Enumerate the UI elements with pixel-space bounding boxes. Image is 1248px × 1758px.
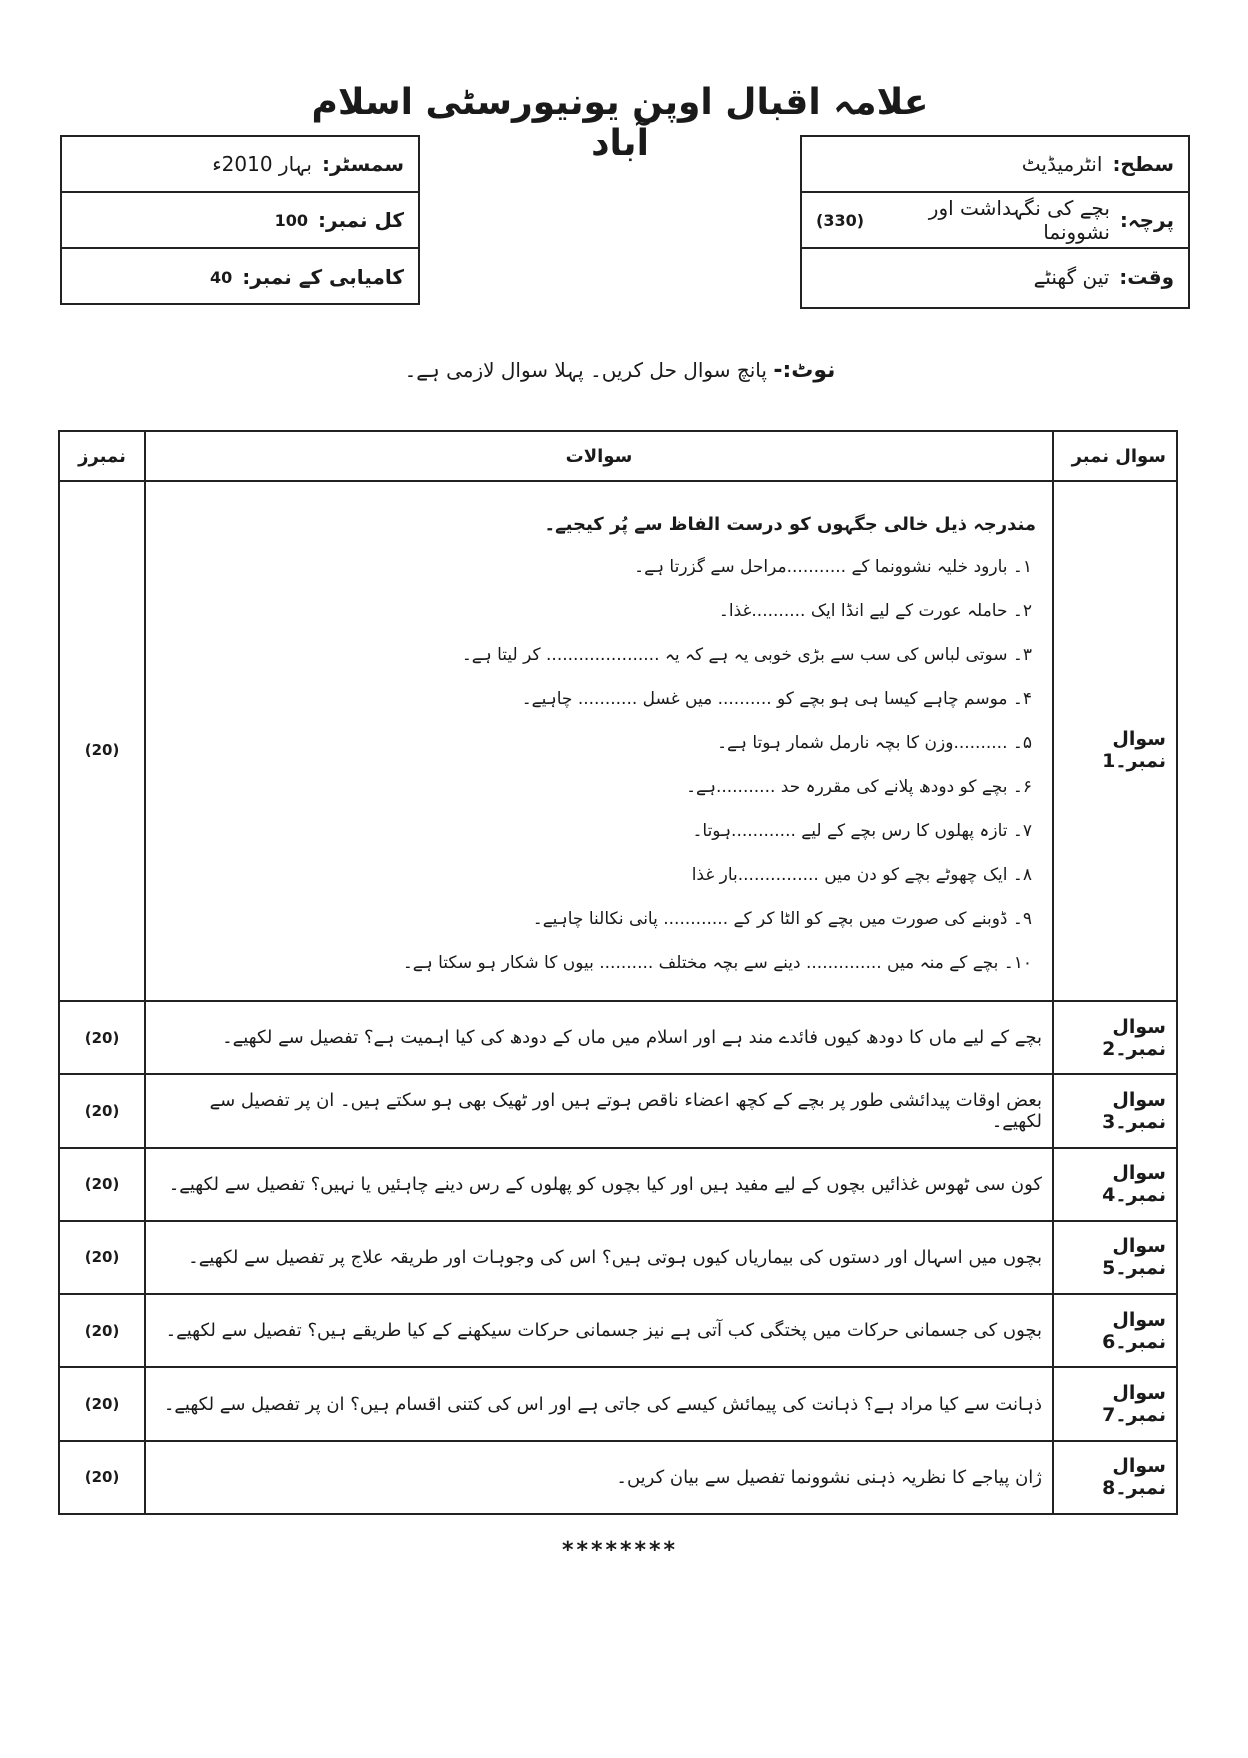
note-text: پانچ سوال حل کریں۔ پہلا سوال لازمی ہے۔ xyxy=(404,358,767,382)
question-1-number: سوال نمبر۔1 xyxy=(1053,481,1177,1001)
question-number: سوال نمبر۔4 xyxy=(1053,1148,1177,1221)
list-item: ۷۔ تازہ پھلوں کا رس بچے کے لیے ............ہوتا۔ xyxy=(692,820,1032,841)
questions-table xyxy=(58,430,1178,1515)
question-marks: (20) xyxy=(59,1294,145,1367)
table-row xyxy=(59,1221,1177,1294)
question-text: بچوں کی جسمانی حرکات میں پختگی کب آتی ہے نیز جسمانی حرکات سیکھنے کے کیا طریقے ہیں؟ تفصیل سے لکھیے۔ xyxy=(145,1294,1053,1367)
question-text: بچے کے لیے ماں کا دودھ کیوں فائدے مند ہے اور اسلام میں ماں کے دودھ کی کیا اہمیت ہے؟ تفصیل سے لکھیے۔ xyxy=(145,1001,1053,1074)
exam-info-box-right xyxy=(800,135,1190,309)
list-item: ۱۔ بارود خلیہ نشوونما کے ...........مراحل سے گزرتا ہے۔ xyxy=(634,556,1032,577)
question-text: ذہانت سے کیا مراد ہے؟ ذہانت کی پیمائش کیسے کی جاتی ہے اور اس کی کتنی اقسام ہیں؟ ان پر تفصیل سے لکھیے۔ xyxy=(145,1367,1053,1440)
table-row xyxy=(59,1294,1177,1367)
paper-label: پرچہ: xyxy=(1119,208,1174,232)
header-question-no: سوال نمبر xyxy=(1053,431,1177,481)
exam-info-box-left xyxy=(60,135,420,305)
question-marks: (20) xyxy=(59,1441,145,1514)
table-row xyxy=(59,1074,1177,1147)
table-row xyxy=(59,1441,1177,1514)
note-label: نوٹ:- xyxy=(773,358,836,383)
paper-value: بچے کی نگہداشت اور نشوونما xyxy=(928,196,1110,244)
total-marks-value: 100 xyxy=(274,210,309,230)
level-row xyxy=(802,137,1188,193)
question-text: کون سی ٹھوس غذائیں بچوں کے لیے مفید ہیں اور کیا بچوں کو پھلوں کے رس دینے چاہئیں یا نہیں؟ تفصیل سے لکھیے۔ xyxy=(145,1148,1053,1221)
semester-value: بہار 2010ء xyxy=(212,152,312,176)
list-item: ۴۔ موسم چاہے کیسا ہی ہو بچے کو .......... میں غسل ........... چاہیے۔ xyxy=(521,688,1032,709)
question-marks: (20) xyxy=(59,1074,145,1147)
time-value: تین گھنٹے xyxy=(1033,265,1110,289)
table-header-row xyxy=(59,431,1177,481)
question-number: سوال نمبر۔7 xyxy=(1053,1367,1177,1440)
question-1-row xyxy=(59,481,1177,1001)
list-item: ۳۔ سوتی لباس کی سب سے بڑی خوبی یہ ہے کہ یہ ..................... کر لیتا ہے۔ xyxy=(461,644,1032,665)
time-row xyxy=(802,249,1188,305)
question-text: ژان پیاجے کا نظریہ ذہنی نشوونما تفصیل سے بیان کریں۔ xyxy=(145,1441,1053,1514)
question-marks: (20) xyxy=(59,1221,145,1294)
header-marks: نمبرز xyxy=(59,431,145,481)
question-text: بعض اوقات پیدائشی طور پر بچے کے کچھ اعضاء ناقص ہوتے ہیں اور ٹھیک بھی ہو سکتے ہیں۔ ان پر تفصیل سے لکھیے۔ xyxy=(145,1074,1053,1147)
level-value: انٹرمیڈیٹ xyxy=(1021,152,1103,176)
question-number: سوال نمبر۔8 xyxy=(1053,1441,1177,1514)
question-1-body xyxy=(145,481,1053,1001)
list-item: ۱۰۔ بچے کے منہ میں .............. دینے سے بچہ مختلف .......... بیوں کا شکار ہو سکتا ہے۔ xyxy=(402,952,1032,973)
semester-label: سمسٹر: xyxy=(321,152,404,176)
semester-row xyxy=(62,137,418,193)
list-item: ۸۔ ایک چھوٹے بچے کو دن میں ...............بار غذا xyxy=(691,864,1032,885)
total-marks-row xyxy=(62,193,418,249)
paper-code: (330) xyxy=(816,210,865,230)
question-number: سوال نمبر۔3 xyxy=(1053,1074,1177,1147)
question-marks: (20) xyxy=(59,1367,145,1440)
end-marker: ******** xyxy=(561,1538,679,1563)
level-label: سطح: xyxy=(1112,152,1174,176)
question-text: بچوں میں اسہال اور دستوں کی بیماریاں کیوں ہوتی ہیں؟ اس کی وجوہات اور طریقہ علاج پر تفصیل سے لکھیے۔ xyxy=(145,1221,1053,1294)
pass-marks-value: 40 xyxy=(209,267,233,287)
question-number: سوال نمبر۔5 xyxy=(1053,1221,1177,1294)
total-marks-label: کل نمبر: xyxy=(318,208,404,232)
question-1-intro: مندرجہ ذیل خالی جگہوں کو درست الفاظ سے پُر کیجیے۔ xyxy=(544,513,1036,535)
paper-row xyxy=(802,193,1188,249)
list-item: ۵۔ ..........وزن کا بچہ نارمل شمار ہوتا ہے۔ xyxy=(717,732,1032,753)
time-label: وقت: xyxy=(1119,265,1174,289)
list-item: ۲۔ حاملہ عورت کے لیے انڈا ایک ..........غذا۔ xyxy=(718,600,1032,621)
question-number: سوال نمبر۔6 xyxy=(1053,1294,1177,1367)
pass-marks-row xyxy=(62,249,418,305)
question-1-marks: (20) xyxy=(59,481,145,1001)
pass-marks-label: کامیابی کے نمبر: xyxy=(242,265,404,289)
table-row xyxy=(59,1148,1177,1221)
table-row xyxy=(59,1367,1177,1440)
list-item: ۶۔ بچے کو دودھ پلانے کی مقررہ حد ...........ہے۔ xyxy=(686,776,1032,797)
header-questions: سوالات xyxy=(145,431,1053,481)
table-row xyxy=(59,1001,1177,1074)
question-marks: (20) xyxy=(59,1148,145,1221)
instructions-note xyxy=(300,358,940,383)
list-item: ۹۔ ڈوبنے کی صورت میں بچے کو الٹا کر کے ............ پانی نکالنا چاہیے۔ xyxy=(532,908,1032,929)
question-marks: (20) xyxy=(59,1001,145,1074)
question-number: سوال نمبر۔2 xyxy=(1053,1001,1177,1074)
university-title: علامہ اقبال اوپن یونیورسٹی اسلام آباد xyxy=(311,82,929,164)
fill-in-blank-list xyxy=(156,545,1042,985)
